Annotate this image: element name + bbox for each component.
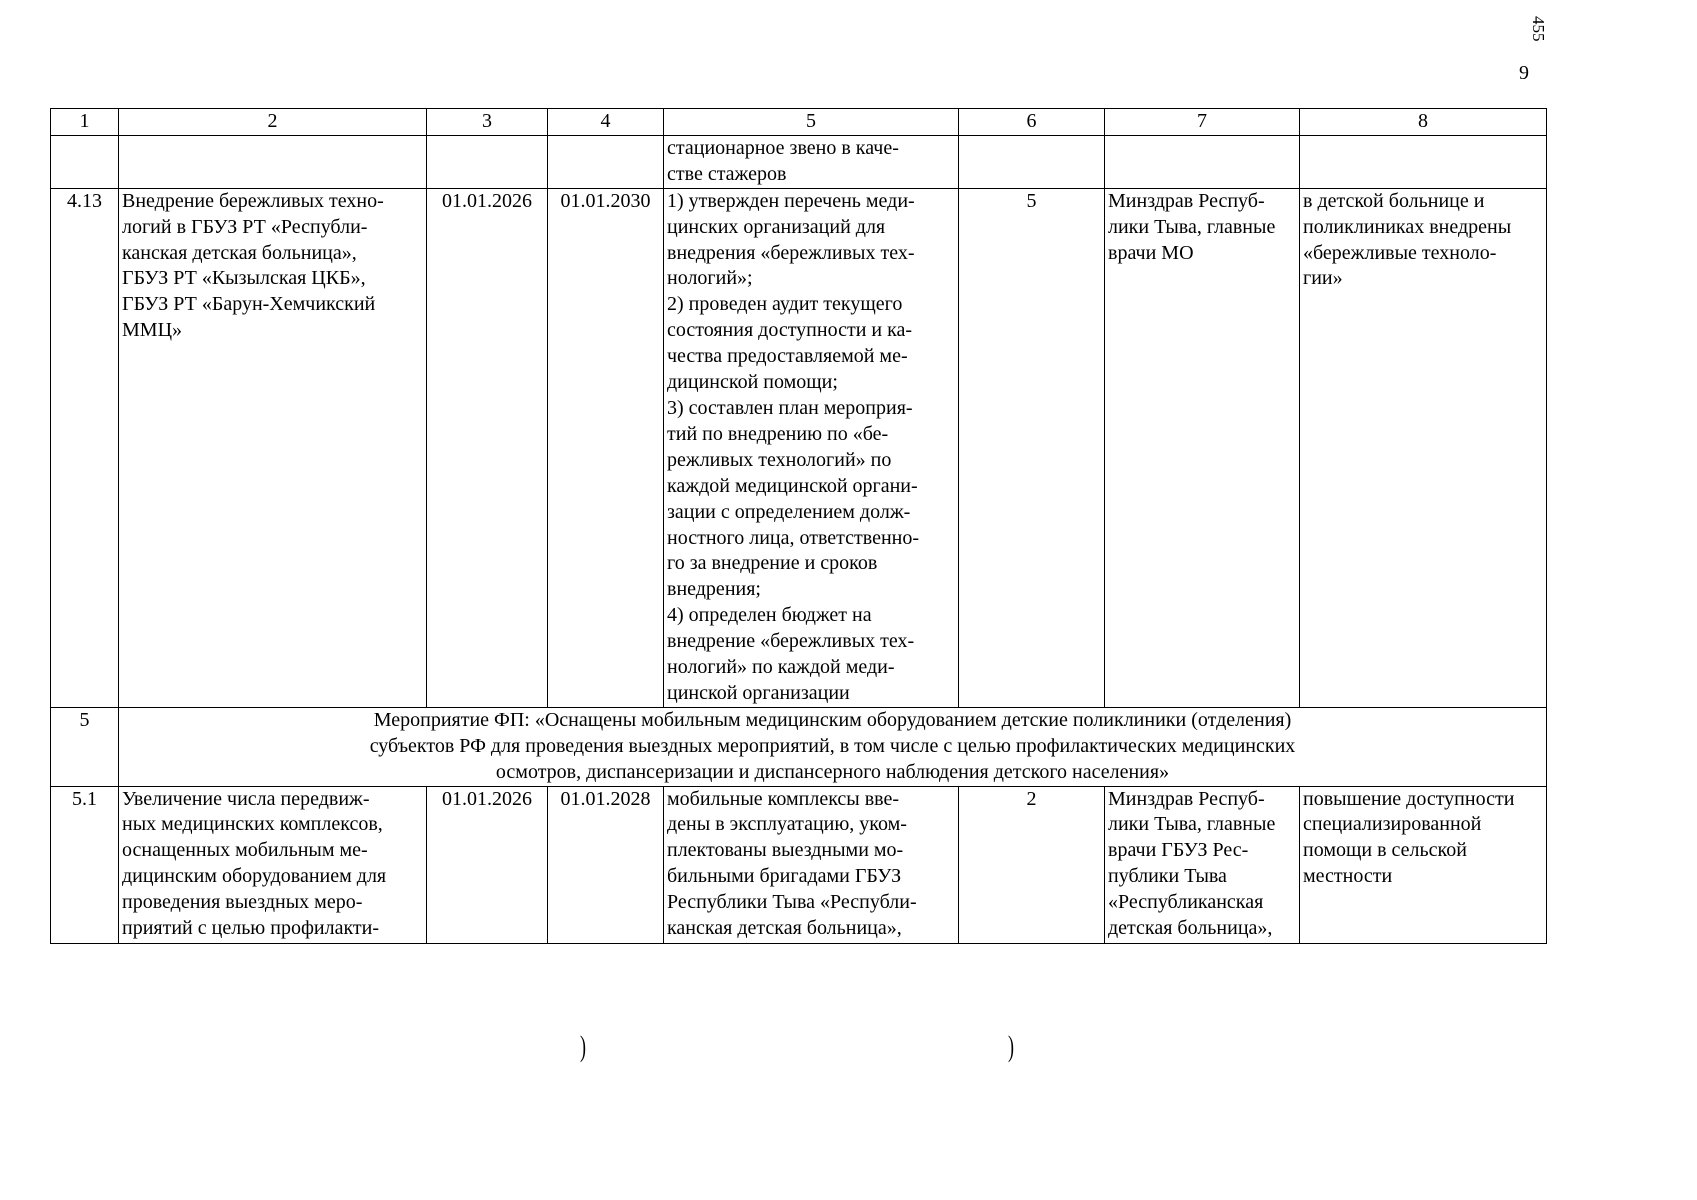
text-line: ГБУЗ РТ «Кызылская ЦКБ», [122, 267, 366, 290]
page-number: 9 [1519, 62, 1529, 84]
continuation-cell-1 [51, 135, 119, 188]
text-line: стационарное звено в каче- [667, 136, 899, 159]
text-line: логий в ГБУЗ РТ «Республи- [122, 215, 368, 238]
footer-mark-right: ) [1008, 1030, 1014, 1063]
activity-name-cell [119, 188, 427, 707]
header-col-2: 2 [119, 109, 427, 136]
text-line: Минздрав Респуб- [1108, 787, 1265, 810]
row-number: 4.13 [51, 188, 119, 707]
text-line: гии» [1303, 267, 1343, 290]
text-line: публики Тыва [1108, 865, 1227, 888]
header-col-3: 3 [427, 109, 548, 136]
text-line: врачи ГБУЗ Рес- [1108, 839, 1249, 862]
header-col-6: 6 [959, 109, 1105, 136]
text-line: цинской организации [667, 681, 850, 704]
activity-plan-table [50, 108, 1547, 944]
text-line: «бережливые техноло- [1303, 241, 1497, 264]
text-line: дицинским оборудованием для [122, 865, 387, 888]
text-line: оснащенных мобильным ме- [122, 839, 368, 862]
text-line: проведения выездных меро- [122, 891, 363, 914]
continuation-cell-7 [1105, 135, 1300, 188]
text-line: Увеличение числа передвиж- [122, 787, 370, 810]
continuation-cell-8 [1300, 135, 1547, 188]
continuation-cell-2 [119, 135, 427, 188]
text-line: тий по внедрению по «бе- [667, 422, 889, 445]
text-line: нологий» по каждой меди- [667, 656, 895, 679]
text-line: мобильные комплексы вве- [667, 787, 900, 810]
text-line: зации с определением долж- [667, 500, 911, 523]
text-line: внедрения; [667, 578, 761, 601]
text-line: 4) определен бюджет на [667, 604, 872, 627]
text-line: субъектов РФ для проведения выездных мероприятий, в том числе с целью профилактических медицинских [369, 734, 1296, 757]
row-number: 5.1 [51, 786, 119, 943]
start-date-cell: 01.01.2026 [427, 786, 548, 943]
header-col-1: 1 [51, 109, 119, 136]
section-title-cell [119, 707, 1547, 786]
text-line: 3) составлен план мероприя- [667, 396, 913, 419]
text-line: Республики Тыва «Республи- [667, 891, 917, 914]
header-col-5: 5 [664, 109, 959, 136]
text-line: Минздрав Респуб- [1108, 189, 1265, 212]
text-line: Внедрение бережливых техно- [122, 189, 384, 212]
start-date-cell: 01.01.2026 [427, 188, 548, 707]
text-line: осмотров, диспансеризации и диспансерного наблюдения детского населения» [495, 760, 1170, 783]
text-line: внедрения «бережливых тех- [667, 241, 915, 264]
text-line: цинских организаций для [667, 215, 886, 238]
text-line: каждой медицинской органи- [667, 474, 918, 497]
text-line: поликлиниках внедрены [1303, 215, 1512, 238]
text-line: приятий с целью профилакти- [122, 917, 380, 940]
text-line: ных медицинских комплексов, [122, 813, 383, 836]
text-line: дены в эксплуатацию, уком- [667, 813, 907, 836]
header-col-8: 8 [1300, 109, 1547, 136]
text-line: ностного лица, ответственно- [667, 526, 920, 549]
text-line: состояния доступности и ка- [667, 319, 913, 342]
section-number: 5 [51, 707, 119, 786]
result-cell [664, 188, 959, 707]
text-line: врачи МО [1108, 241, 1194, 264]
header-col-7: 7 [1105, 109, 1300, 136]
end-date-cell: 01.01.2028 [548, 786, 664, 943]
responsible-cell [1105, 188, 1300, 707]
text-line: 2) проведен аудит текущего [667, 293, 903, 316]
continuation-cell-4 [548, 135, 664, 188]
continuation-cell-3 [427, 135, 548, 188]
corner-handwritten-mark: 455 [1529, 16, 1548, 42]
table-row-continuation [51, 135, 1547, 188]
text-line: режливых технологий» по [667, 448, 892, 471]
result-cell [664, 786, 959, 943]
text-line: Мероприятие ФП: «Оснащены мобильным медицинским оборудованием детские поликлиники (отделения) [373, 708, 1292, 731]
text-line: повышение доступности [1303, 787, 1515, 810]
text-line: бильными бригадами ГБУЗ [667, 865, 902, 888]
text-line: лики Тыва, главные [1108, 813, 1276, 836]
text-line: детская больница», [1108, 917, 1273, 940]
text-line: ГБУЗ РТ «Барун-Хемчикский [122, 293, 376, 316]
text-line: чества предоставляемой ме- [667, 345, 908, 368]
text-line: внедрение «бережливых тех- [667, 630, 915, 653]
outcome-cell [1300, 786, 1547, 943]
table-header-row [51, 109, 1547, 136]
text-line: нологий»; [667, 267, 753, 290]
text-line: ММЦ» [122, 319, 183, 342]
activity-name-cell [119, 786, 427, 943]
footer-mark-left: ) [580, 1030, 586, 1063]
table-row-4-13 [51, 188, 1547, 707]
text-line: 1) утвержден перечень меди- [667, 189, 915, 212]
text-line: лики Тыва, главные [1108, 215, 1276, 238]
continuation-result-cell [664, 135, 959, 188]
text-line: го за внедрение и сроков [667, 552, 878, 575]
text-line: плектованы выездными мо- [667, 839, 904, 862]
header-col-4: 4 [548, 109, 664, 136]
text-line: специализированной [1303, 813, 1482, 836]
end-date-cell: 01.01.2030 [548, 188, 664, 707]
responsible-cell [1105, 786, 1300, 943]
table-row-5-1 [51, 786, 1547, 943]
table-row-section-5 [51, 707, 1547, 786]
text-line: дицинской помощи; [667, 371, 838, 394]
outcome-cell [1300, 188, 1547, 707]
continuation-cell-6 [959, 135, 1105, 188]
text-line: помощи в сельской [1303, 839, 1467, 862]
text-line: канская детская больница», [667, 917, 902, 940]
text-line: стве стажеров [667, 162, 787, 185]
text-line: канская детская больница», [122, 241, 357, 264]
value-cell: 2 [959, 786, 1105, 943]
text-line: «Республиканская [1108, 891, 1264, 914]
text-line: местности [1303, 865, 1393, 888]
text-line: в детской больнице и [1303, 189, 1485, 212]
value-cell: 5 [959, 188, 1105, 707]
